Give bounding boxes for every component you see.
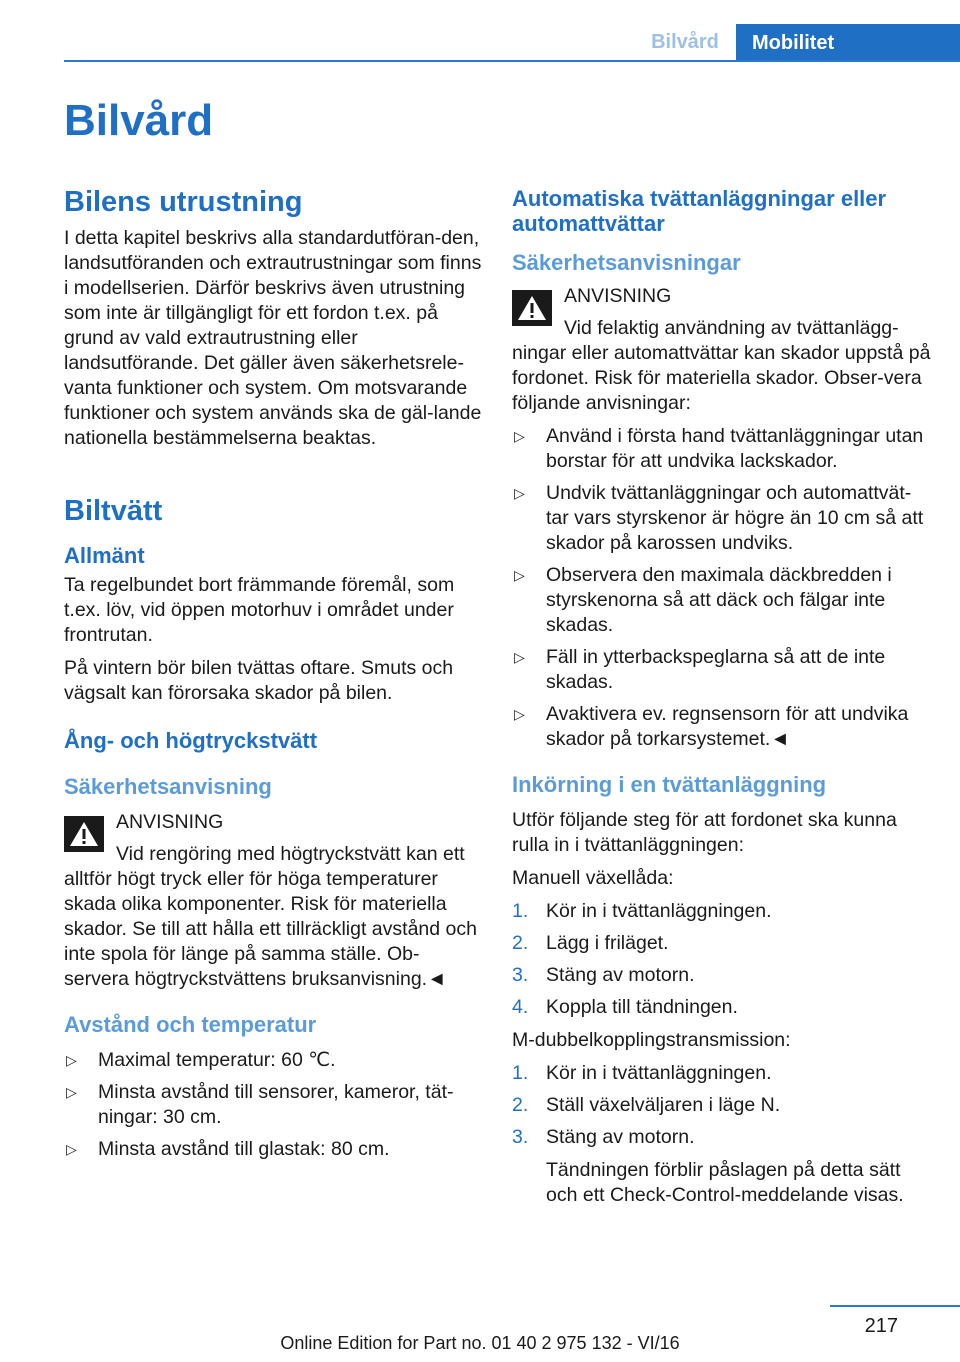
triangle-bullet-icon: ▷ [514,649,525,665]
warning-triangle-icon [512,290,552,326]
list-item: ▷ Maximal temperatur: 60 ℃. [66,1049,336,1071]
triangle-bullet-icon: ▷ [514,567,525,583]
paragraph-allmant-2: På vintern bör bilen tvättas oftare. Smuts och vägsalt kan förorsaka skador på bilen. [64,657,454,704]
triangle-bullet-icon: ▷ [66,1141,77,1157]
label-manuell-vaxellada: Manuell växellåda: [512,867,674,889]
warning-title: ANVISNING [564,285,672,307]
warning-triangle-icon [64,816,104,852]
warning-block-tvatt [512,284,932,416]
list-item: ▷ Fäll in ytterbackspeglarna så att de inte skadas. [514,646,886,693]
list-item: 4. Koppla till tändningen. [512,996,738,1018]
mdkg-steps-list [512,1061,932,1150]
triangle-bullet-icon: ▷ [66,1052,77,1068]
list-item: ▷ Minsta avstånd till glastak: 80 cm. [66,1138,390,1160]
heading-hogtryckstvatt: Ång- och högtryckstvätt [64,728,318,753]
mdkg-note: Tändningen förblir påslagen på detta sätt och ett Check-Control-meddelande visas. [546,1159,904,1206]
paragraph-allmant-1: Ta regelbundet bort främmande föremål, som t.ex. löv, vid öppen motorhuv i området under frontrutan. [64,574,455,646]
list-item: ▷ Observera den maximala däckbredden i styrskenorna så att däck och fälgar inte skadas. [514,564,892,636]
list-item: 2. Ställ växelväljaren i läge N. [512,1094,781,1116]
list-item: ▷ Avaktivera ev. regnsensorn för att undvika skador på torkarsystemet.◄ [514,703,909,750]
list-item: 3. Stäng av motorn. [512,964,695,986]
heading-sakerhetsanvisning: Säkerhetsanvisning [64,774,272,799]
list-item: 3. Stäng av motorn. [512,1126,695,1148]
page-title: Bilvård [64,96,214,145]
edition-line: Online Edition for Part no. 01 40 2 975 132 - VI/16 [280,1333,680,1353]
triangle-bullet-icon: ▷ [514,706,525,722]
footer-divider [830,1305,960,1307]
heading-bilens-utrustning: Bilens utrustning [64,186,303,218]
triangle-bullet-icon: ▷ [514,485,525,501]
header-section-tab[interactable]: Bilvård [651,31,719,53]
warning-list [512,424,932,752]
heading-sakerhetsanvisningar: Säkerhetsanvisningar [512,250,741,275]
avstand-list [64,1048,482,1162]
paragraph-utrustning: I detta kapitel beskrivs alla standardutföran-den, landsutföranden och extrautrustningar som finns i modellserien. Därför beskrivs även utrustning som inte är tillgängligt för ett fordon t.ex. på grund av vald extrautrustning eller landsutförande. Det gäller även säkerhetsrele-vanta funktioner och system. Om motsvarande funktioner och system används ska de gäl-lande nationella bestämmelserna beaktas. [64,227,482,449]
header-divider [64,60,960,62]
page-number: 217 [864,1315,898,1337]
list-item: 1. Kör in i tvättanläggningen. [512,1062,772,1084]
paragraph-inkorning: Utför följande steg för att fordonet ska kunna rulla in i tvättanläggningen: [512,809,897,856]
triangle-bullet-icon: ▷ [514,428,525,444]
heading-allmant: Allmänt [64,543,145,568]
list-item: ▷ Använd i första hand tvättanläggningar utan borstar för att undvika lackskador. [514,425,924,472]
heading-biltvatt: Biltvätt [64,495,163,527]
list-item: 1. Kör in i tvättanläggningen. [512,900,772,922]
left-column [64,184,482,1170]
triangle-bullet-icon: ▷ [66,1084,77,1100]
label-m-dubbelkoppling: M-dubbelkopplingstransmission: [512,1029,791,1051]
heading-inkorning: Inkörning i en tvättanläggning [512,772,827,797]
heading-avstand-temperatur: Avstånd och temperatur [64,1012,317,1037]
manuell-steps-list [512,899,932,1020]
warning-title: ANVISNING [116,811,224,833]
heading-automatiska-tvattanlaggningar: Automatiska tvättanläggningar eller automattvättar [512,186,887,236]
list-item: ▷ Minsta avstånd till sensorer, kameror, tät-ningar: 30 cm. [66,1081,454,1128]
list-item: 2. Lägg i friläget. [512,932,669,954]
warning-block-hogtryck [64,810,482,992]
right-column [512,186,932,1216]
list-item: ▷ Undvik tvättanläggningar och automattvät-tar vars styrskenor är högre än 10 cm så att skador på karossen undviks. [514,482,924,554]
warning-body: Vid felaktig användning av tvättanlägg-ningar eller automattvättar kan skador uppstå på fordonet. Risk för materiella skador. Obser-vera följande anvisningar: [512,317,931,414]
header-chapter-tab[interactable]: Mobilitet [736,24,960,62]
warning-body: Vid rengöring med högtryckstvätt kan ett alltför högt tryck eller för höga temperaturer skada olika komponenter. Risk för materiella skador. Se till att hålla ett tillräckligt avstånd och inte spola för länge på samma ställe. Ob-servera högtryckstvättens bruksanvisning.◄ [64,843,477,990]
